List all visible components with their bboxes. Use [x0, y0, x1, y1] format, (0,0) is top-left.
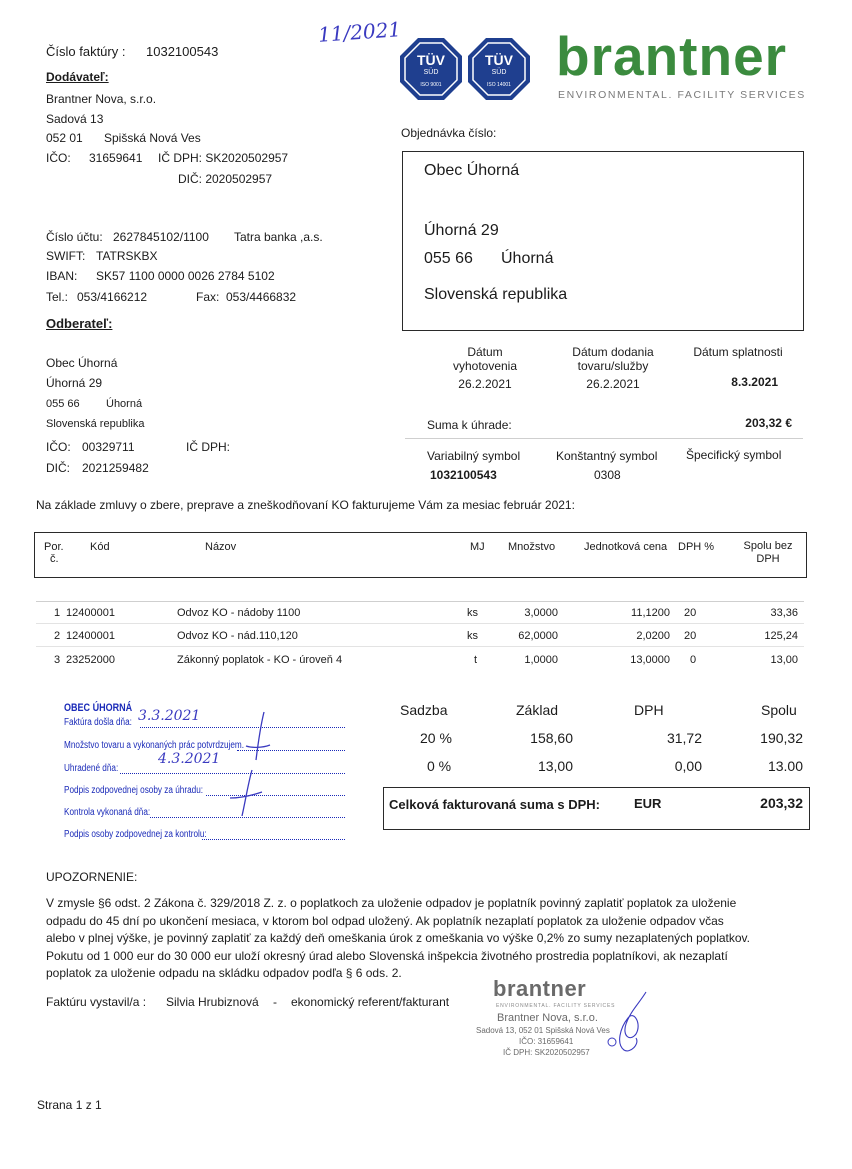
col-code: Kód	[90, 541, 110, 553]
issuer-role: ekonomický referent/fakturant	[291, 995, 450, 1009]
summary-row1-base: 158,60	[530, 730, 573, 746]
amount-due-label: Suma k úhrade:	[427, 418, 512, 432]
tuv-iso14001-logo: TÜV SÜD ISO 14001	[467, 37, 531, 101]
supplier-city: Spišská Nová Ves	[104, 131, 201, 145]
iban-number: SK57 1100 0000 0026 2784 5102	[96, 269, 275, 283]
notice-line-4: Pokutu od 1 000 eur do 30 000 eur uloží okresný úrad alebo Slovenská inšpekcia životného prostredia poplatníkovi, ak nezaplatí	[46, 949, 728, 963]
row1-qty: 3,0000	[524, 607, 558, 619]
row3-code: 23252000	[66, 654, 115, 666]
customer-street: Úhorná 29	[46, 376, 103, 390]
supplier-ico: 31659641	[89, 151, 143, 165]
supplier-street: Sadová 13	[46, 112, 104, 126]
summary-row2-rate: 0 %	[427, 758, 452, 774]
variable-symbol-label: Variabilný symbol	[427, 449, 521, 463]
row1-code: 12400001	[66, 607, 115, 619]
row3-name: Zákonný poplatok - KO - úroveň 4	[177, 654, 343, 666]
summary-total-header: Spolu	[761, 702, 797, 718]
row3-qty: 1,0000	[524, 654, 558, 666]
handwritten-invoice-note: 11/2021	[317, 17, 402, 47]
row1-vat: 20	[684, 607, 697, 619]
supplier-heading: Dodávateľ:	[46, 70, 109, 84]
tuv-iso9001-logo: TÜV SÜD ISO 9001	[399, 37, 463, 101]
supplier-icdph: IČ DPH: SK2020502957	[158, 151, 289, 165]
customer-ico: 00329711	[82, 440, 135, 454]
customer-icdph-label: IČ DPH:	[186, 440, 231, 454]
delivery-date: 26.2.2021	[586, 377, 640, 391]
tel-number: 053/4166212	[77, 290, 148, 304]
col-qty: Množstvo	[508, 541, 556, 553]
account-label: Číslo účtu:	[46, 230, 103, 244]
row3-unit-price: 13,0000	[630, 654, 670, 666]
row3-mj: t	[474, 654, 478, 666]
delivery-label-1: Dátum dodania	[572, 345, 654, 359]
row2-vat: 20	[684, 630, 697, 642]
summary-row2-total: 13.00	[767, 758, 803, 774]
row1-name: Odvoz KO - nádoby 1100	[177, 607, 301, 619]
row2-no: 2	[54, 630, 61, 642]
notice-heading: UPOZORNENIE:	[46, 870, 138, 884]
row3-total: 13,00	[770, 654, 798, 666]
recipient-name: Obec Úhorná	[424, 162, 520, 179]
row2-code: 12400001	[66, 630, 115, 642]
row1-no: 1	[54, 607, 61, 619]
row1-total: 33,36	[770, 607, 798, 619]
col-vat: DPH %	[678, 541, 715, 553]
col-por-1: Por.	[44, 541, 64, 553]
intro-text: Na základe zmluvy o zbere, preprave a zneškodňovaní KO fakturujeme Vám za mesiac február 2021:	[36, 498, 575, 512]
customer-zip: 055 66	[46, 398, 80, 410]
notice-line-3: alebo v plnej výške, je povinný zaplatiť za každý deň omeškania úrok z omeškania vo výške 0,2% zo sumy nezaplatených poplatkov.	[46, 931, 750, 945]
row1-mj: ks	[467, 607, 478, 619]
summary-row1-total: 190,32	[760, 730, 803, 746]
summary-base-header: Základ	[516, 702, 559, 718]
brantner-logo: brantner	[556, 25, 788, 87]
recipient-zip: 055 66	[424, 250, 473, 267]
received-date-handwritten: 3.3.2021	[138, 708, 201, 724]
constant-symbol-label: Konštantný symbol	[556, 449, 658, 463]
notice-line-1: V zmysle §6 odst. 2 Zákona č. 329/2018 Z. z. o poplatkoch za uloženie odpadov je poplatník povinný zaplatiť poplatok za uloženie	[46, 896, 737, 910]
recipient-street: Úhorná 29	[424, 222, 499, 239]
grand-total: 203,32	[760, 795, 803, 811]
row1-unit-price: 11,1200	[631, 607, 670, 619]
signature	[600, 988, 660, 1058]
summary-vat-header: DPH	[634, 702, 664, 718]
invoice-number-label: Číslo faktúry :	[46, 44, 126, 59]
supplier-ico-label: IČO:	[46, 151, 71, 165]
col-total-1: Spolu bez	[743, 540, 793, 552]
notice-line-5: poplatok za uloženie odpadu na skládku odpadov podľa § 6 ods. 2.	[46, 966, 402, 980]
due-date: 8.3.2021	[731, 375, 778, 389]
recipient-city: Úhorná	[501, 250, 554, 267]
approval-signatures	[222, 708, 282, 838]
constant-symbol: 0308	[594, 468, 621, 482]
col-unit-price: Jednotková cena	[584, 541, 668, 553]
customer-heading: Odberateľ:	[46, 316, 113, 331]
due-label: Dátum splatnosti	[693, 345, 783, 359]
issued-date: 26.2.2021	[458, 377, 512, 391]
summary-row1-vat: 31,72	[666, 730, 702, 746]
issuer-label: Faktúru vystavil/a :	[46, 995, 147, 1009]
row2-qty: 62,0000	[518, 630, 558, 642]
supplier-dic: DIČ: 2020502957	[178, 172, 273, 186]
supplier-zip: 052 01	[46, 131, 83, 145]
summary-row1-rate: 20 %	[420, 730, 452, 746]
row2-mj: ks	[467, 630, 478, 642]
notice-line-2: odpadu do 45 dní po ukončení mesiaca, v ktorom bol odpad uložený. Ak poplatník nezaplatí poplatok za uloženie odpadov včas	[46, 914, 724, 928]
order-label: Objednávka číslo:	[401, 126, 497, 140]
summary-row2-vat: 0,00	[674, 758, 702, 774]
invoice-number: 1032100543	[146, 44, 219, 59]
customer-country: Slovenská republika	[46, 418, 145, 430]
customer-dic-label: DIČ:	[46, 461, 70, 475]
customer-dic: 2021259482	[82, 461, 149, 475]
row3-vat: 0	[690, 654, 697, 666]
col-mj: MJ	[470, 541, 485, 553]
issued-label-2: vyhotovenia	[452, 359, 518, 373]
grand-total-label: Celková fakturovaná suma s DPH:	[389, 797, 600, 812]
row2-name: Odvoz KO - nád.110,120	[177, 630, 298, 642]
paid-date-handwritten: 4.3.2021	[158, 751, 221, 767]
col-name: Názov	[205, 541, 237, 553]
issuer-name: Silvia Hrubiznová	[166, 995, 259, 1009]
bank-name: Tatra banka ,a.s.	[234, 230, 323, 244]
fax-label: Fax:	[196, 290, 220, 304]
iban-label: IBAN:	[46, 269, 78, 283]
swift-label: SWIFT:	[46, 249, 86, 263]
grand-total-currency: EUR	[634, 796, 662, 811]
tel-label: Tel.:	[46, 290, 69, 304]
col-total-2: DPH	[756, 553, 780, 565]
col-por-2: č.	[50, 553, 59, 565]
row2-total: 125,24	[764, 630, 798, 642]
specific-symbol-label: Špecifický symbol	[686, 448, 782, 462]
summary-rate-header: Sadzba	[400, 702, 448, 718]
row3-no: 3	[54, 654, 61, 666]
variable-symbol: 1032100543	[430, 468, 497, 482]
fax-number: 053/4466832	[226, 290, 297, 304]
swift-code: TATRSKBX	[96, 249, 158, 263]
customer-name: Obec Úhorná	[46, 356, 118, 370]
issuer-dash: -	[273, 995, 277, 1009]
row2-unit-price: 2,0200	[636, 630, 670, 642]
customer-ico-label: IČO:	[46, 440, 71, 454]
brantner-tagline: ENVIRONMENTAL. FACILITY SERVICES	[558, 89, 806, 101]
summary-row2-base: 13,00	[537, 758, 573, 774]
issued-label-1: Dátum	[467, 345, 503, 359]
customer-city: Úhorná	[106, 398, 143, 410]
recipient-country: Slovenská republika	[424, 286, 568, 303]
delivery-label-2: tovaru/služby	[577, 359, 649, 373]
account-number: 2627845102/1100	[113, 230, 209, 244]
supplier-name: Brantner Nova, s.r.o.	[46, 92, 157, 106]
amount-due: 203,32 €	[745, 416, 792, 430]
page-number: Strana 1 z 1	[37, 1098, 102, 1112]
items-header-box	[34, 532, 807, 578]
